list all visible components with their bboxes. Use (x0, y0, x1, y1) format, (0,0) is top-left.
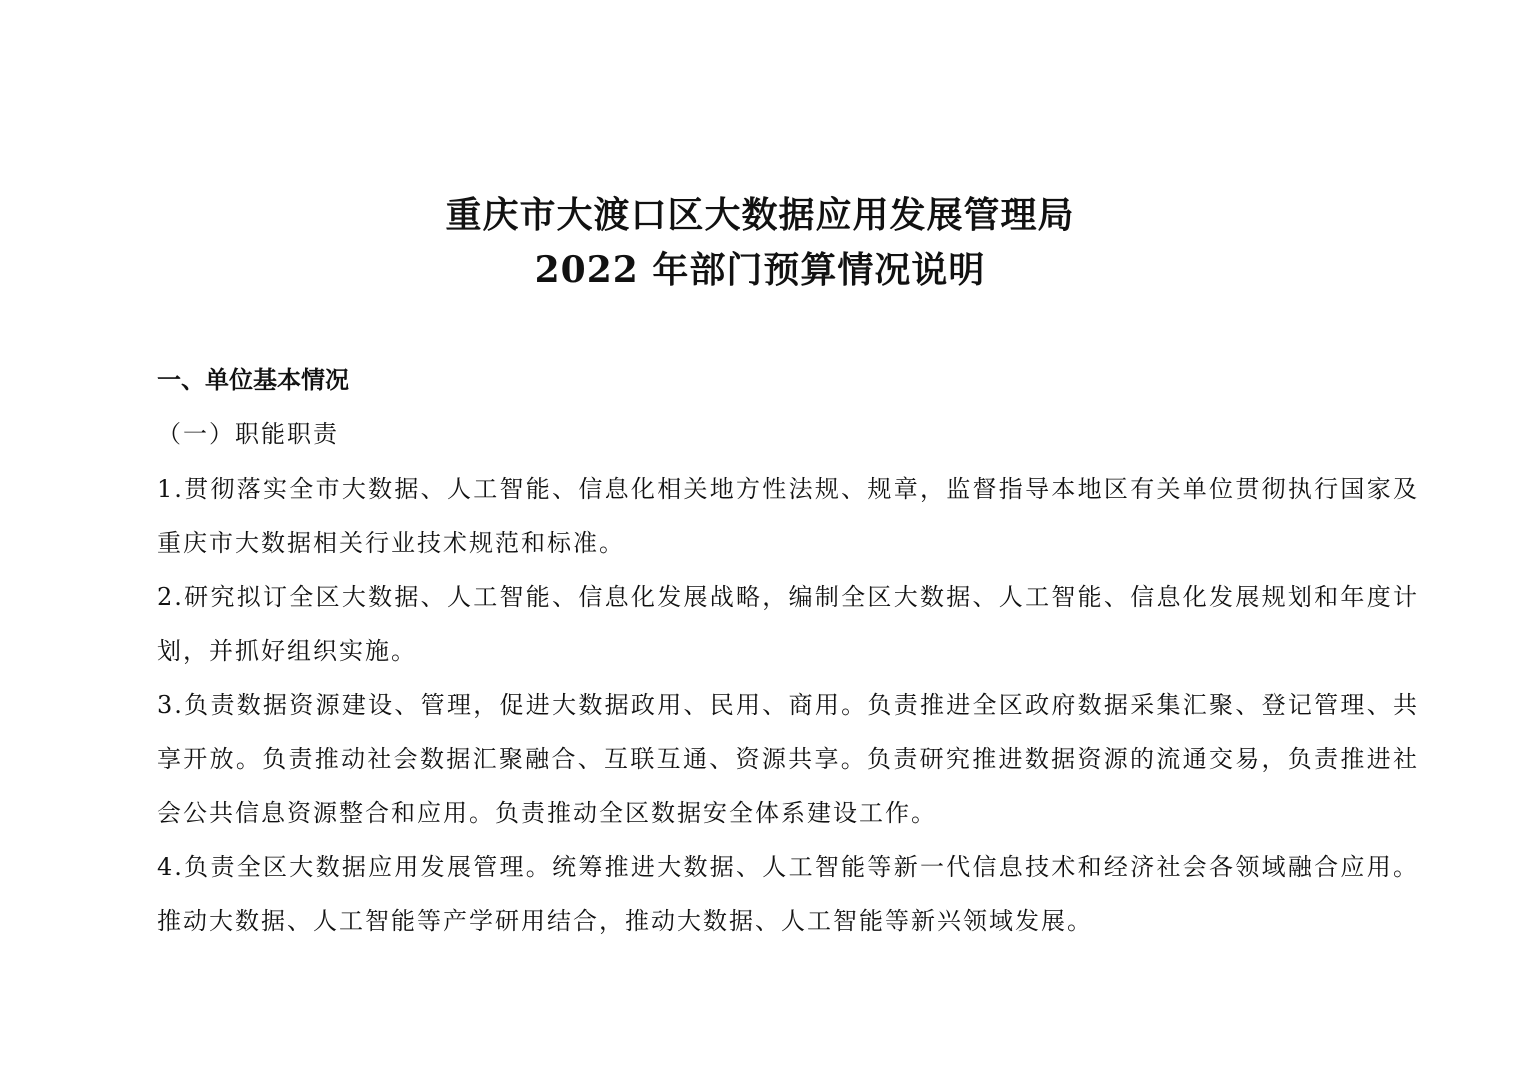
paragraph-duty-3: 3.负责数据资源建设、管理，促进大数据政用、民用、商用。负责推进全区政府数据采集汇聚、登记管理、共享开放。负责推动社会数据汇聚融合、互联互通、资源共享。负责研究推进数据资源的流通交易，负责推进社会公共信息资源整合和应用。负责推动全区数据安全体系建设工作。 (157, 691, 1419, 827)
paragraph-duty-2: 2.研究拟订全区大数据、人工智能、信息化发展战略，编制全区大数据、人工智能、信息化发展规划和年度计划，并抓好组织实施。 (157, 583, 1419, 665)
paragraph-duty-1: 1.贯彻落实全市大数据、人工智能、信息化相关地方性法规、规章，监督指导本地区有关单位贯彻执行国家及重庆市大数据相关行业技术规范和标准。 (157, 475, 1419, 557)
document-title-line-1: 重庆市大渡口区大数据应用发展管理局 (445, 194, 1075, 236)
paragraph-duty-4: 4.负责全区大数据应用发展管理。统筹推进大数据、人工智能等新一代信息技术和经济社会各领域融合应用。推动大数据、人工智能等产学研用结合，推动大数据、人工智能等新兴领域发展。 (157, 853, 1419, 935)
subheading-functions-duties: （一）职能职责 (157, 420, 339, 448)
document-title-line-2: 2022 年部门预算情况说明 (534, 249, 986, 291)
section-heading-basic-info: 一、单位基本情况 (157, 366, 349, 394)
